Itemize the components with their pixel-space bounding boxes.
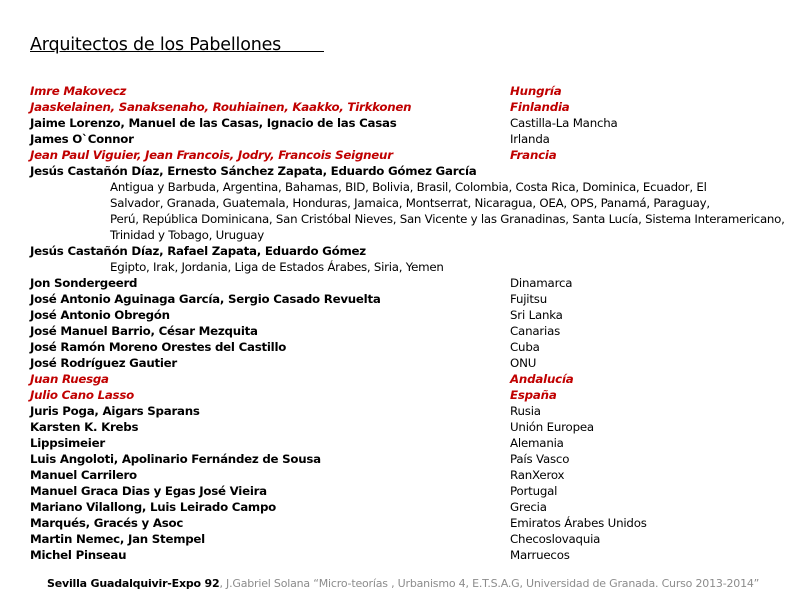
architect-row [30,115,790,131]
pavilion-sublist-text: Egipto, Irak, Jordania, Liga de Estados Árabes, Siria, Yemen [110,260,444,274]
architect-name: Lippsimeier [30,436,105,450]
architect-name: Jaime Lorenzo, Manuel de las Casas, Ignacio de las Casas [30,116,397,130]
architect-name: Jesús Castañón Díaz, Ernesto Sánchez Zapata, Eduardo Gómez García [30,164,477,178]
pavilion-country: ONU [510,356,537,370]
architect-row [30,323,790,339]
architect-row [30,163,790,179]
architect-name: Imre Makovecz [30,84,127,98]
architect-name: Michel Pinseau [30,548,127,562]
pavilion-country: Cuba [510,340,540,354]
pavilion-sublist-text: Salvador, Granada, Guatemala, Honduras, Jamaica, Montserrat, Nicaragua, OEA, OPS, Panamá, Paraguay, [110,196,710,210]
architect-row [30,547,790,563]
architect-row [30,467,790,483]
pavilion-country: Marruecos [510,548,570,562]
pavilion-country: Portugal [510,484,558,498]
pavilion-country: Finlandia [510,100,570,114]
pavilion-country: España [510,388,557,402]
architect-name: Jon Sondergeerd [30,276,138,290]
pavilion-country: Grecia [510,500,547,514]
pavilion-country: País Vasco [510,452,570,466]
architect-name: Karsten K. Krebs [30,420,139,434]
pavilion-country: Canarias [510,324,561,338]
footer-source: , J.Gabriel Solana “Micro-teorías , Urbanismo 4, E.T.S.A.G, Universidad de Granada. Curso 2013-2014” [219,577,760,590]
pavilion-country: Castilla-La Mancha [510,116,618,130]
pavilion-country: Francia [510,148,557,162]
architect-name: José Manuel Barrio, César Mezquita [30,324,258,338]
architect-row [30,307,790,323]
page-title: Arquitectos de los Pabellones [30,35,324,55]
architect-name: Luis Angoloti, Apolinario Fernández de Sousa [30,452,321,466]
architect-row [30,339,790,355]
architect-row [30,83,790,99]
pavilion-country: Irlanda [510,132,550,146]
architect-name: Jesús Castañón Díaz, Rafael Zapata, Eduardo Gómez [30,244,366,258]
pavilion-country: Checoslovaquia [510,532,601,546]
architect-name: Mariano Vilallong, Luis Leirado Campo [30,500,277,514]
pavilion-sublist [30,227,790,243]
architect-name: Martin Nemec, Jan Stempel [30,532,205,546]
pavilion-country: Alemania [510,436,564,450]
architect-row [30,451,790,467]
footer-credit [47,577,759,590]
architects-list [30,83,790,563]
architect-row [30,291,790,307]
architect-name: José Antonio Aguinaga García, Sergio Casado Revuelta [30,292,381,306]
footer-event: Sevilla Guadalquivir-Expo 92 [47,577,220,590]
architect-row [30,147,790,163]
pavilion-sublist [30,211,790,227]
architect-name: Jaaskelainen, Sanaksenaho, Rouhiainen, Kaakko, Tirkkonen [30,100,412,114]
architect-name: Juris Poga, Aigars Sparans [30,404,200,418]
architect-row [30,131,790,147]
architect-name: Julio Cano Lasso [30,388,134,402]
pavilion-sublist [30,195,790,211]
pavilion-sublist-text: Antigua y Barbuda, Argentina, Bahamas, BID, Bolivia, Brasil, Colombia, Costa Rica, Dominica, Ecuador, El [110,180,707,194]
architect-row [30,515,790,531]
pavilion-country: Emiratos Árabes Unidos [510,516,647,530]
architect-row [30,531,790,547]
architect-name: José Antonio Obregón [30,308,170,322]
pavilion-country: Sri Lanka [510,308,563,322]
pavilion-country: Dinamarca [510,276,573,290]
architect-name: Manuel Carrilero [30,468,137,482]
architect-row [30,371,790,387]
pavilion-sublist-text: Trinidad y Tobago, Uruguay [110,228,265,242]
architect-name: José Rodríguez Gautier [30,356,177,370]
architect-row [30,483,790,499]
pavilion-country: Fujitsu [510,292,548,306]
pavilion-sublist-text: Perú, República Dominicana, San Cristóbal Nieves, San Vicente y las Granadinas, Santa Lucía, Sistema Interamericano, [110,212,785,226]
pavilion-country: Unión Europea [510,420,594,434]
pavilion-sublist [30,259,790,275]
pavilion-country: Hungría [510,84,562,98]
pavilion-country: Andalucía [510,372,574,386]
pavilion-country: Rusia [510,404,541,418]
architect-name: José Ramón Moreno Orestes del Castillo [30,340,287,354]
architect-row [30,275,790,291]
architect-row [30,499,790,515]
architect-row [30,419,790,435]
architect-name: Juan Ruesga [30,372,109,386]
architect-row [30,403,790,419]
architect-row [30,243,790,259]
architect-row [30,387,790,403]
pavilion-country: RanXerox [510,468,565,482]
architect-name: Marqués, Gracés y Asoc [30,516,184,530]
architect-name: Manuel Graca Dias y Egas José Vieira [30,484,267,498]
architect-row [30,99,790,115]
pavilion-sublist [30,179,790,195]
architect-name: James O`Connor [30,132,134,146]
architect-row [30,355,790,371]
architect-row [30,435,790,451]
architect-name: Jean Paul Viguier, Jean Francois, Jodry, Francois Seigneur [30,148,393,162]
